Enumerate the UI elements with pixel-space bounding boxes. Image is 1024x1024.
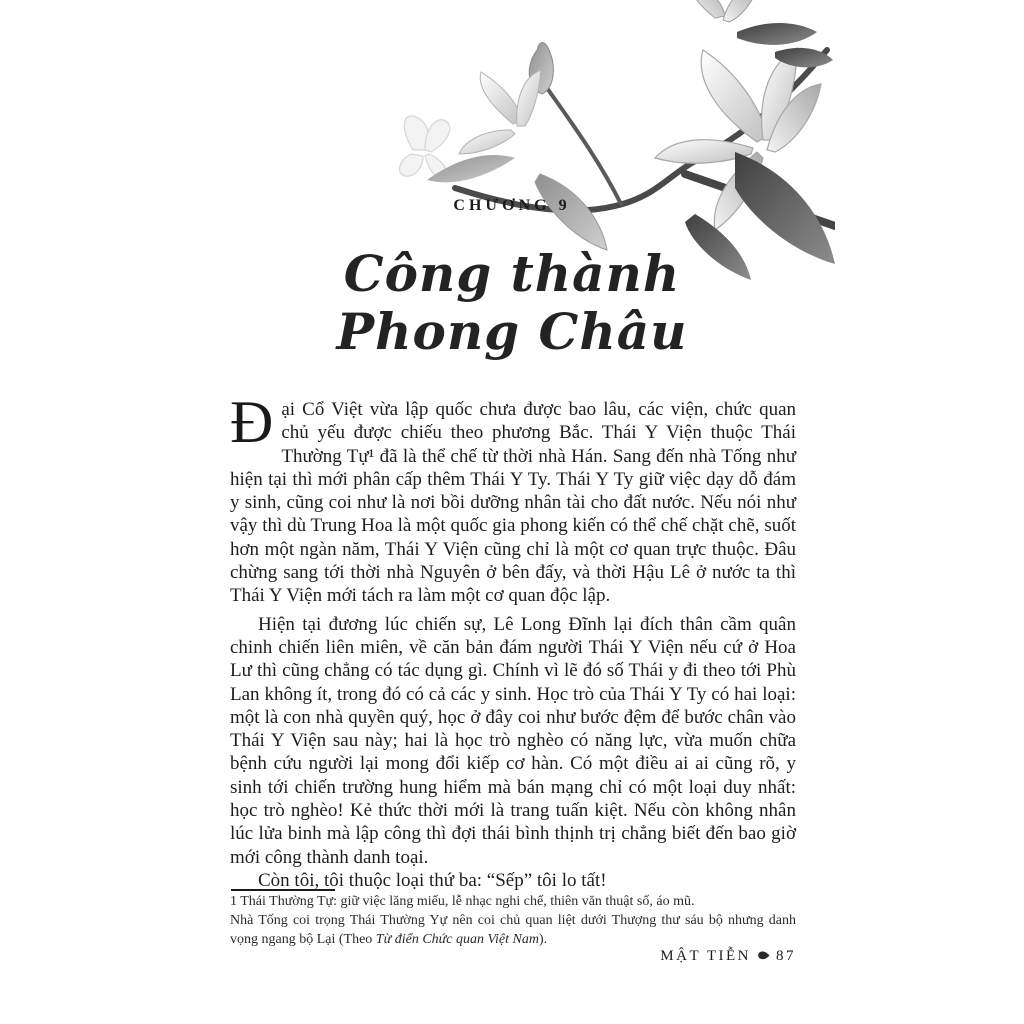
footnote-line-1: 1 Thái Thường Tự: giữ việc lăng miếu, lễ nhạc nghi chế, thiên văn thuật số, áo mũ. — [230, 894, 695, 909]
book-title: MẬT TIỄN — [660, 948, 751, 964]
paragraph-1 — [230, 389, 796, 608]
flower-small — [459, 70, 541, 154]
leaves-top — [737, 23, 833, 67]
chapter-title-line2: Phong Châu — [336, 302, 688, 361]
fleuron-icon — [757, 949, 770, 966]
footnote-continuation — [230, 912, 796, 950]
chapter-title-line1: Công thành — [343, 244, 681, 303]
footnote-separator — [231, 889, 335, 891]
footnote-cont-italic: Từ điển Chức quan Việt Nam — [375, 931, 539, 947]
page-number: 87 — [776, 948, 796, 964]
butterfly-icon — [400, 116, 450, 178]
footnote-cont-pre: Nhà Tống coi trọng Thái Thường Yự nên coi chủ quan liệt dưới Thượng thư sáu bộ nhưng danh vọng ngang bộ Lại (Theo — [230, 912, 796, 947]
dropcap: Đ — [230, 389, 274, 455]
paragraph-3: Còn tôi, tôi thuộc loại thứ ba: “Sếp” tôi lo tất! — [258, 869, 607, 891]
footnotes — [230, 893, 796, 949]
chapter-title — [0, 245, 1024, 361]
magnolia-illustration — [385, 0, 835, 282]
chapter-label: CHƯƠNG 9 — [453, 197, 571, 214]
footnote-cont-post: ). — [538, 931, 548, 947]
flower-top — [690, 0, 759, 22]
body-text — [230, 389, 796, 892]
paragraph-1-text: ại Cổ Việt vừa lập quốc chưa được bao lâu, các viện, chức quan chủ yếu được chiếu theo phương Bắc. Thái Y Viện thuộc Thái Thường Tự¹ đã là thể chế từ thời nhà Hán. Sang đến nhà Tống như hiện tại thì mới phân cấp thêm Thái Y Ty. Thái Y Ty giữ việc dạy dỗ đám y sinh, cũng coi như là nơi bồi dưỡng nhân tài cho đất nước. Nếu nói như vậy thì dù Trung Hoa là một quốc gia phong kiến có thể chế chặt chẽ, suốt hơn một ngàn năm, Thái Y Viện cũng chỉ là một cơ quan trực thuộc. Đâu chừng sang tới thời nhà Nguyên ở bên đấy, và thời Hậu Lê ở nước ta thì Thái Y Viện mới tách ra làm một cơ quan độc lập. — [230, 399, 796, 607]
paragraph-2: Hiện tại đương lúc chiến sự, Lê Long Đĩnh lại đích thân cầm quân chinh chiến liên miên, về căn bản đám người Thái Y Viện nếu cứ ở Hoa Lư thì cũng chẳng có tác dụng gì. Chính vì lẽ đó số Thái y đi theo tới Phù Lan không ít, trong đó có cả các y sinh. Học trò của Thái Y Ty có hai loại: một là con nhà quyền quý, học ở đây coi như bước đệm để bước chân vào Thái Y Viện sau này; hai là học trò nghèo có năng lực, vừa muốn chữa bệnh cứu người lại mong đổi kiếp cơ hàn. Có một điều ai ai cũng rõ, y sinh tới chiến trường hung hiểm mà bán mạng chỉ có một loại duy nhất: học trò nghèo! Kẻ thức thời mới là trang tuấn kiệt. Nếu còn không nhân lúc lửa binh mà lập công thì đợi thái bình thịnh trị chẳng biết đến bao giờ mới công thành danh toại. — [230, 613, 796, 868]
page-footer — [230, 948, 796, 966]
